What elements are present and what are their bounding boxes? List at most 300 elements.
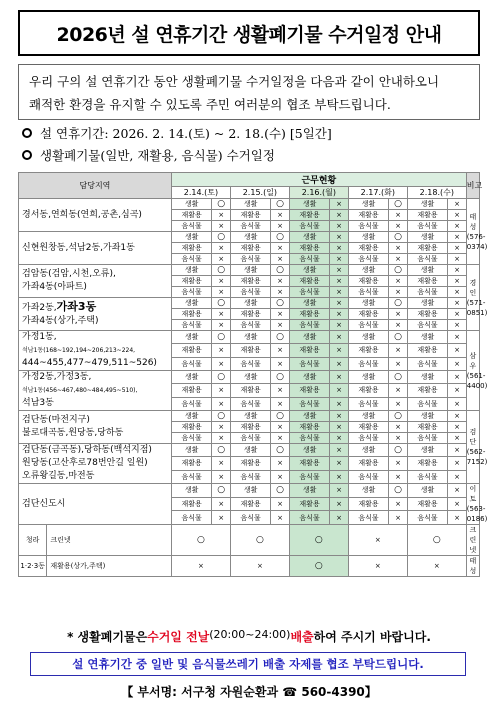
collection-mark: ○ [230,525,289,556]
contractor-note [466,411,488,484]
waste-type-cell: 생활 [289,411,329,422]
no-collection-mark: × [448,384,467,397]
no-collection-mark: × [389,210,408,221]
no-collection-mark: × [212,470,231,483]
region-line: 가좌4동(상가,주택) [22,316,99,326]
no-collection-mark: × [389,254,408,265]
waste-type-cell: 음식물 [171,397,211,410]
waste-type-cell: 음식물 [171,511,211,525]
collection-mark: ○ [271,371,290,384]
waste-type-cell: 음식물 [230,511,270,525]
collection-mark: ○ [212,371,231,384]
notice-suffix: 하여 주시기 바랍니다. [313,630,431,644]
region-line: 가정1동, [22,332,57,342]
no-collection-mark: × [389,287,408,298]
contractor-note-line: 0186) [466,515,488,523]
region-line: 신현원창동,석남2동,가좌1동 [22,242,135,253]
waste-type-cell: 생활 [289,199,329,210]
waste-type-cell: 재활용 [171,384,211,397]
collection-mark: ○ [289,556,348,577]
no-collection-mark: × [448,344,467,357]
waste-type-cell: 재활용 [230,422,270,433]
no-collection-mark: × [389,243,408,254]
waste-type-cell: 재활용 [289,422,329,433]
no-collection-mark: × [330,331,349,344]
waste-type-cell: 재활용 [407,344,447,357]
contractor-note-line: (576- [466,232,486,241]
collection-mark: ○ [271,232,290,243]
region-cell [19,265,172,298]
waste-type-cell: 음식물 [289,287,329,298]
day-header: 2.17.(화) [348,187,407,199]
no-collection-mark: × [448,457,467,470]
waste-type-cell: 생활 [348,484,388,498]
table-row [19,265,480,276]
region-line: 가정2동,가정3동, [22,372,92,382]
collection-mark: ○ [389,444,408,457]
no-collection-mark: × [330,287,349,298]
waste-type-cell: 재활용 [407,457,447,470]
no-collection-mark: × [212,320,231,331]
no-collection-mark: × [230,556,289,577]
collection-mark: ○ [212,199,231,210]
waste-type-cell: 생활 [171,371,211,384]
waste-type-cell: 생활 [289,444,329,457]
no-collection-mark: × [330,397,349,410]
region-line: 가좌4동(아파트) [22,282,87,292]
waste-type-cell: 재활용 [407,497,447,511]
no-collection-mark: × [271,243,290,254]
no-collection-mark: × [271,210,290,221]
no-collection-mark: × [448,411,467,422]
contractor-note-line: (563- [466,505,486,513]
no-collection-mark: × [212,433,231,444]
waste-type-cell: 생활 [348,298,388,309]
contractor-note-line: (571- [466,298,486,307]
no-collection-mark: × [271,357,290,370]
no-collection-mark: × [448,511,467,525]
waste-type-cell: 음식물 [348,287,388,298]
period-text: 설 연휴기간: 2026. 2. 14.(토) ~ 2. 18.(수) [5일간] [40,126,332,141]
waste-type-cell: 재활용 [348,344,388,357]
collection-mark: ○ [212,298,231,309]
no-collection-mark: × [330,444,349,457]
no-collection-mark: × [448,433,467,444]
notice-prefix: * 생활폐기물은 [67,630,148,644]
no-collection-mark: × [271,497,290,511]
department-footer: 【 부서명: 서구청 자원순환과 ☎ 560-4390】 [121,685,377,699]
waste-type-cell: 음식물 [348,254,388,265]
contractor-note-line: (562- [466,448,486,456]
no-collection-mark: × [212,457,231,470]
waste-type-cell: 음식물 [289,470,329,483]
region-line: 검단동(금곡동),당하동(백석지점) [22,445,152,455]
no-collection-mark: × [271,457,290,470]
collection-mark: ○ [271,331,290,344]
intro-line-1: 우리 구의 설 연휴기간 동안 생활폐기물 수거일정을 다음과 같이 안내하오니 [29,74,440,89]
no-collection-mark: × [448,470,467,483]
waste-type-cell: 재활용(상가,주택) [47,556,172,577]
waste-type-cell: 재활용 [171,457,211,470]
contractor-note-line: 삼우 [469,351,477,370]
waste-type-cell: 재활용 [171,276,211,287]
waste-type-cell: 재활용 [289,384,329,397]
waste-type-cell: 음식물 [407,433,447,444]
waste-type-cell: 음식물 [230,320,270,331]
waste-type-cell: 음식물 [348,320,388,331]
waste-type-cell: 음식물 [289,511,329,525]
waste-type-cell: 음식물 [230,470,270,483]
no-collection-mark: × [330,411,349,422]
waste-type-cell: 생활 [407,411,447,422]
waste-type-cell: 음식물 [171,254,211,265]
collection-mark: ○ [212,265,231,276]
region-line: 석남1동(168~192,194~206,213~224, [22,347,136,354]
waste-type-cell: 재활용 [289,276,329,287]
waste-type-cell: 음식물 [289,357,329,370]
region-cell [19,484,172,525]
waste-type-cell: 음식물 [230,433,270,444]
waste-type-cell: 재활용 [230,384,270,397]
period-line [22,124,332,142]
region-line: 오류왕길동,마전동 [22,471,95,481]
table-row [19,371,480,384]
notice-red-1: 수거일 전날 [147,630,210,644]
contractor-note [466,331,488,411]
collection-mark: ○ [389,265,408,276]
waste-type-cell: 생활 [230,298,270,309]
waste-type-cell: 재활용 [230,497,270,511]
no-collection-mark: × [448,221,467,232]
waste-type-cell: 음식물 [230,397,270,410]
waste-type-cell: 생활 [407,298,447,309]
region-line: 경서동,연희동(연희,공촌,심곡) [22,209,142,220]
waste-type-cell: 재활용 [289,243,329,254]
no-collection-mark: × [212,397,231,410]
no-collection-mark: × [212,309,231,320]
no-collection-mark: × [271,254,290,265]
waste-type-cell: 음식물 [171,357,211,370]
waste-type-cell: 재활용 [348,384,388,397]
waste-type-cell: 재활용 [230,309,270,320]
waste-type-cell: 음식물 [348,397,388,410]
no-collection-mark: × [330,199,349,210]
no-collection-mark: × [212,511,231,525]
waste-type-cell: 생활 [407,484,447,498]
waste-type-cell: 재활용 [171,497,211,511]
waste-type-cell: 음식물 [171,320,211,331]
no-collection-mark: × [448,210,467,221]
no-collection-mark: × [330,384,349,397]
schedule-table [18,172,488,577]
waste-type-cell: 음식물 [289,221,329,232]
collection-mark: ○ [271,199,290,210]
region-line: 가좌2동, [22,303,57,313]
no-collection-mark: × [389,470,408,483]
waste-type-cell: 재활용 [407,210,447,221]
waste-type-cell: 재활용 [171,422,211,433]
waste-type-cell: 재활용 [348,422,388,433]
no-collection-mark: × [448,397,467,410]
no-collection-mark: × [348,556,407,577]
no-collection-mark: × [389,384,408,397]
region-cell [19,371,172,411]
waste-type-cell: 재활용 [348,457,388,470]
region-line: 불로대곡동,원당동,당하동 [22,428,124,438]
no-collection-mark: × [330,511,349,525]
table-row [19,199,480,210]
waste-type-cell: 생활 [230,484,270,498]
header-note: 비고 [466,173,479,199]
region-line: 석남1동(456~467,480~484,495~510), [22,387,138,394]
day-header: 2.16.(월) [289,187,348,199]
waste-type-cell: 생활 [348,232,388,243]
no-collection-mark: × [389,357,408,370]
no-collection-mark: × [212,422,231,433]
no-collection-mark: × [271,511,290,525]
no-collection-mark: × [389,457,408,470]
no-collection-mark: × [389,497,408,511]
waste-type-cell: 음식물 [171,470,211,483]
no-collection-mark: × [212,254,231,265]
waste-type-cell: 재활용 [171,243,211,254]
waste-type-cell: 생활 [348,265,388,276]
no-collection-mark: × [212,344,231,357]
no-collection-mark: × [330,357,349,370]
no-collection-mark: × [330,497,349,511]
no-collection-mark: × [212,287,231,298]
no-collection-mark: × [389,422,408,433]
waste-type-cell: 재활용 [230,276,270,287]
no-collection-mark: × [448,444,467,457]
collection-mark: ○ [271,265,290,276]
region-cell [19,444,172,484]
waste-type-cell: 음식물 [407,511,447,525]
waste-type-cell: 음식물 [230,287,270,298]
no-collection-mark: × [389,309,408,320]
no-collection-mark: × [448,232,467,243]
page-title: 2026년 설 연휴기간 생활폐기물 수거일정 안내 [18,10,480,56]
waste-type-cell: 생활 [230,232,270,243]
waste-type-cell: 재활용 [407,384,447,397]
waste-type-cell: 음식물 [407,254,447,265]
region-cell [19,331,172,371]
waste-type-cell: 음식물 [348,511,388,525]
no-collection-mark: × [448,276,467,287]
contractor-note: 크린넷 [466,525,479,556]
waste-type-cell: 생활 [230,371,270,384]
waste-type-cell: 생활 [171,331,211,344]
waste-type-cell: 재활용 [230,344,270,357]
no-collection-mark: × [212,276,231,287]
waste-type-cell: 생활 [348,444,388,457]
contractor-note-line: 4400) [466,381,488,390]
waste-type-cell: 재활용 [289,210,329,221]
no-collection-mark: × [212,384,231,397]
table-row [19,331,480,344]
waste-type-cell: 음식물 [407,357,447,370]
waste-type-cell: 생활 [348,411,388,422]
region-line: 검단동(마전지구) [22,415,90,425]
notice-time: (20:00~24:00) [209,628,291,641]
no-collection-mark: × [330,298,349,309]
no-collection-mark: × [330,422,349,433]
waste-type-cell: 생활 [348,331,388,344]
region-line: 원당동(고산후로78번안길 일원) [22,458,148,468]
collection-mark: ○ [389,331,408,344]
waste-type-cell: 재활용 [289,457,329,470]
waste-type-cell: 음식물 [348,433,388,444]
no-collection-mark: × [271,344,290,357]
no-collection-mark: × [448,309,467,320]
waste-type-cell: 음식물 [289,397,329,410]
no-collection-mark: × [271,320,290,331]
no-collection-mark: × [448,199,467,210]
table-row [19,525,480,556]
no-collection-mark: × [330,433,349,444]
waste-type-cell: 음식물 [230,357,270,370]
collection-mark: ○ [389,371,408,384]
no-collection-mark: × [330,344,349,357]
waste-type-cell: 생활 [171,411,211,422]
notice-red-2: 배출 [290,630,314,644]
no-collection-mark: × [330,309,349,320]
waste-type-cell: 생활 [407,331,447,344]
no-collection-mark: × [448,287,467,298]
waste-type-cell: 음식물 [407,320,447,331]
waste-type-cell: 생활 [289,371,329,384]
waste-type-cell: 생활 [407,232,447,243]
waste-type-cell: 생활 [407,371,447,384]
no-collection-mark: × [389,221,408,232]
collection-mark: ○ [389,298,408,309]
region-cell [19,199,172,232]
no-collection-mark: × [407,556,466,577]
no-collection-mark: × [330,243,349,254]
waste-type-cell: 생활 [348,371,388,384]
collection-mark: ○ [212,232,231,243]
waste-type-cell: 재활용 [348,243,388,254]
no-collection-mark: × [271,276,290,287]
no-collection-mark: × [448,320,467,331]
table-row [19,411,480,422]
waste-type-cell: 음식물 [407,470,447,483]
no-collection-mark: × [330,265,349,276]
table-row [19,444,480,457]
waste-type-cell: 생활 [289,265,329,276]
region-line: 검단신도시 [22,498,66,509]
waste-type-cell: 생활 [230,411,270,422]
waste-type-cell: 음식물 [289,433,329,444]
collection-mark: ○ [171,525,230,556]
waste-type-cell: 재활용 [348,309,388,320]
collection-mark: ○ [389,232,408,243]
contractor-note-line: 0374) [466,242,488,251]
waste-type-cell: 생활 [407,199,447,210]
waste-type-cell: 음식물 [348,470,388,483]
waste-type-cell: 재활용 [348,210,388,221]
contractor-note-line: (561- [466,371,486,380]
waste-type-cell: 재활용 [289,497,329,511]
contractor-note [466,199,488,265]
collection-mark: ○ [389,411,408,422]
waste-type-cell: 생활 [289,232,329,243]
waste-type-cell: 음식물 [348,357,388,370]
waste-type-cell: 재활용 [230,243,270,254]
waste-type-cell: 재활용 [289,344,329,357]
contractor-note: 태성 [466,556,479,577]
no-collection-mark: × [212,243,231,254]
no-collection-mark: × [448,371,467,384]
waste-type-cell: 생활 [348,199,388,210]
intro-box [18,64,480,120]
no-collection-mark: × [330,484,349,498]
contractor-note [466,265,488,331]
no-collection-mark: × [330,254,349,265]
waste-type-cell: 재활용 [407,422,447,433]
waste-type-cell: 생활 [230,265,270,276]
no-collection-mark: × [271,221,290,232]
region-cell [19,298,172,331]
no-collection-mark: × [330,371,349,384]
waste-type-cell: 생활 [171,265,211,276]
waste-type-cell: 재활용 [289,309,329,320]
request-banner: 설 연휴기간 중 일반 및 음식물쓰레기 배출 자제를 협조 부탁드립니다. [30,652,466,676]
no-collection-mark: × [330,470,349,483]
collection-mark: ○ [271,298,290,309]
waste-type-cell: 재활용 [407,276,447,287]
no-collection-mark: × [389,276,408,287]
no-collection-mark: × [389,344,408,357]
no-collection-mark: × [348,525,407,556]
no-collection-mark: × [448,254,467,265]
day-header: 2.14.(토) [171,187,230,199]
waste-type-cell: 생활 [230,444,270,457]
waste-type-cell: 음식물 [407,287,447,298]
region-line: 444~455,477~479,511~526) [22,358,157,368]
waste-type-cell: 재활용 [407,309,447,320]
no-collection-mark: × [330,232,349,243]
waste-type-cell: 생활 [289,331,329,344]
no-collection-mark: × [212,357,231,370]
no-collection-mark: × [448,484,467,498]
notice-line [18,628,480,645]
waste-type-cell: 생활 [171,232,211,243]
day-header: 2.18.(수) [407,187,466,199]
collection-mark: ○ [212,444,231,457]
no-collection-mark: × [212,210,231,221]
no-collection-mark: × [330,210,349,221]
no-collection-mark: × [448,298,467,309]
waste-type-cell: 재활용 [407,243,447,254]
waste-type-cell: 음식물 [289,254,329,265]
no-collection-mark: × [271,309,290,320]
table-row [19,298,480,309]
collection-mark: ○ [212,411,231,422]
region-line: 검암동(검암,시천,오류), [22,269,116,279]
waste-type-cell: 생활 [289,484,329,498]
no-collection-mark: × [271,384,290,397]
contractor-note [466,484,488,525]
collection-mark: ○ [271,411,290,422]
no-collection-mark: × [212,221,231,232]
contractor-note-line: 7152) [466,458,488,466]
no-collection-mark: × [171,556,230,577]
table-row [19,556,480,577]
waste-type-cell: 음식물 [171,287,211,298]
waste-type-cell: 생활 [171,199,211,210]
no-collection-mark: × [448,497,467,511]
